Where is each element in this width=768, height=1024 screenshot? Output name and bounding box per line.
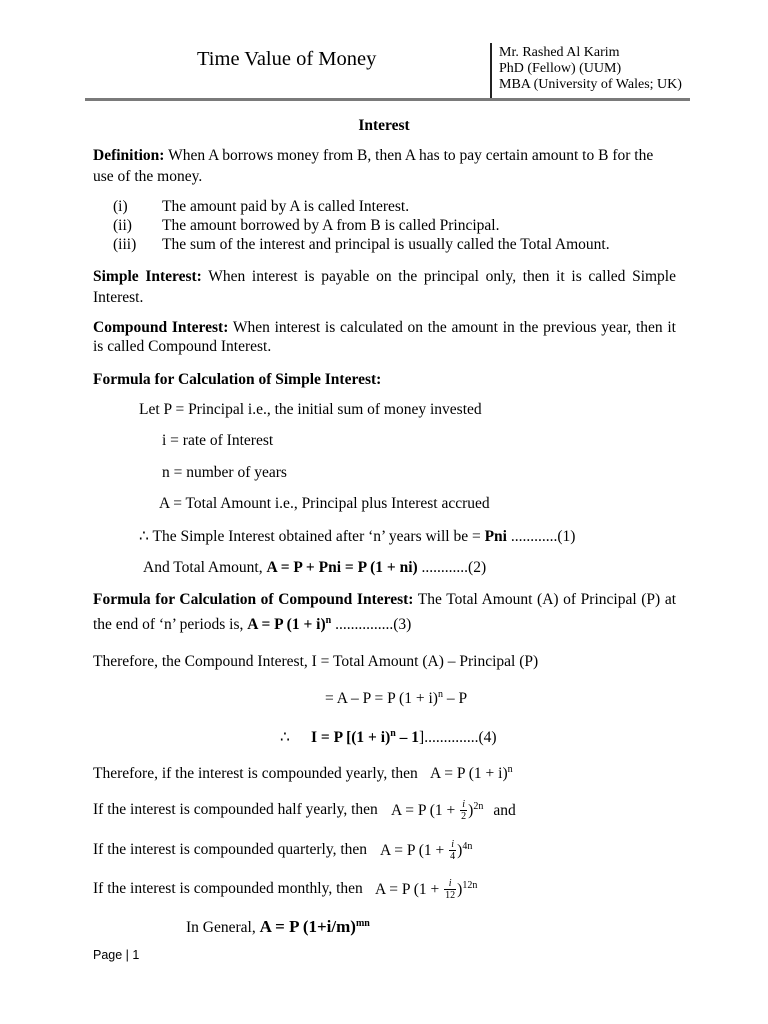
- compound-interest-text: When interest is calculated on the amount in the previous year, then it: [228, 319, 676, 336]
- equation-formula: A = P (1+i/m): [259, 917, 356, 936]
- list-item-number: (iii): [113, 236, 137, 253]
- equation-reference: ............(1): [507, 528, 576, 545]
- compound-formula-text: The Total Amount (A) of Principal (P) at: [413, 591, 677, 608]
- page-number: Page | 1: [93, 948, 140, 962]
- fraction-denominator: 4: [450, 851, 456, 862]
- compound-formula-heading: Formula for Calculation of Compound Interest:: [93, 591, 414, 608]
- equation-formula: Pni: [484, 528, 507, 545]
- fraction: [449, 839, 456, 862]
- equation-reference: ...............(3): [331, 616, 412, 633]
- equation-formula: A = P (1 +: [380, 842, 445, 860]
- equation-text: The Simple Interest obtained after ‘n’ years will be =: [148, 528, 485, 545]
- equation-exponent: n: [390, 728, 396, 739]
- general-formula-label: In General,: [186, 919, 260, 936]
- fraction: [460, 799, 467, 822]
- compound-interest-label: Compound Interest:: [93, 319, 229, 336]
- equation-exponent: 12n: [462, 880, 478, 892]
- equation-tail: – P: [442, 690, 468, 707]
- compound-interest-definition: Therefore, the Compound Interest, I = Total Amount (A) – Principal (P): [93, 653, 539, 670]
- compounding-half-yearly-formula: [391, 800, 516, 823]
- equation-exponent: 2n: [473, 801, 484, 813]
- list-item-number: (i): [113, 198, 128, 215]
- general-formula: [186, 917, 370, 938]
- compounding-monthly-text: If the interest is compounded monthly, then: [93, 880, 363, 897]
- equation-close-paren: ): [468, 802, 474, 820]
- author-degree-phd: PhD (Fellow) (UUM): [499, 61, 622, 76]
- equation-tail: – 1: [395, 729, 420, 746]
- compounding-half-yearly-text: If the interest is compounded half yearly, then: [93, 801, 378, 818]
- equation-formula: I = P [(1 + i): [311, 729, 391, 746]
- equation-reference: ............(2): [417, 559, 487, 576]
- document-title: Time Value of Money: [197, 48, 377, 70]
- fraction-numerator: i: [460, 799, 467, 811]
- list-item: The amount borrowed by A from B is called Principal.: [162, 217, 500, 234]
- total-amount-equation: [143, 558, 486, 578]
- compounding-quarterly-formula: [380, 840, 472, 863]
- compounding-quarterly-text: If the interest is compounded quarterly, then: [93, 841, 368, 858]
- compound-interest-expansion: [325, 689, 467, 709]
- section-heading: Interest: [358, 117, 410, 134]
- compound-formula-text: the end of ‘n’ periods is,: [93, 616, 248, 633]
- rate-definition: i = rate of Interest: [162, 432, 274, 449]
- equation-reference: ..............(4): [424, 729, 497, 746]
- equation-formula: A = P + Pni = P (1 + ni): [266, 559, 418, 576]
- fraction-denominator: 2: [461, 811, 467, 822]
- equation-formula: A = P (1 +: [391, 802, 456, 820]
- author-name: Mr. Rashed Al Karim: [499, 45, 620, 60]
- compounding-monthly-formula: [375, 879, 477, 902]
- equation-exponent: n: [437, 689, 443, 700]
- list-item-number: (ii): [113, 217, 132, 234]
- header-rule: [85, 98, 690, 101]
- equation-formula: = A – P = P (1 + i): [325, 690, 438, 707]
- principal-definition: Let P = Principal i.e., the initial sum of money invested: [139, 401, 482, 418]
- equation-formula: A = P (1 + i): [430, 765, 508, 782]
- compounding-yearly-text: Therefore, if the interest is compounded yearly, then: [93, 765, 418, 782]
- simple-interest-equation: [139, 527, 575, 547]
- compound-interest-result: [311, 728, 497, 748]
- equation-suffix: and: [493, 802, 516, 820]
- definition-line-1: [93, 146, 653, 166]
- simple-interest-line-2: Interest.: [93, 289, 144, 306]
- compounding-yearly-formula: [430, 764, 513, 784]
- compound-interest-line-2: is called Compound Interest.: [93, 338, 272, 355]
- simple-interest-line-1: [93, 267, 676, 287]
- compound-formula-line-1: [93, 590, 676, 610]
- definition-line-2: use of the money.: [93, 168, 203, 185]
- fraction-denominator: 12: [445, 890, 456, 901]
- therefore-symbol: ∴: [280, 729, 290, 746]
- fraction-numerator: i: [444, 878, 456, 890]
- amount-definition: A = Total Amount i.e., Principal plus Interest accrued: [159, 495, 490, 512]
- simple-interest-label: Simple Interest:: [93, 268, 202, 285]
- simple-interest-text: When interest is payable on the principal only, then it is called Simple: [201, 268, 676, 285]
- equation-close-paren: ): [457, 842, 463, 860]
- author-degree-mba: MBA (University of Wales; UK): [499, 77, 682, 92]
- years-definition: n = number of years: [162, 464, 287, 481]
- fraction: [444, 878, 456, 901]
- equation-exponent: n: [507, 764, 513, 775]
- equation-exponent: n: [325, 615, 332, 626]
- equation-formula: A = P (1 +: [375, 881, 440, 899]
- simple-interest-formula-heading: Formula for Calculation of Simple Interest:: [93, 371, 382, 388]
- list-item: The amount paid by A is called Interest.: [162, 198, 410, 215]
- definition-text: When A borrows money from B, then A has to pay certain amount to B for the: [164, 147, 654, 164]
- equation-exponent: mn: [355, 918, 370, 929]
- compound-interest-line-1: [93, 318, 676, 338]
- compound-formula-line-2: [93, 615, 411, 635]
- equation-exponent: 4n: [462, 841, 473, 853]
- equation-close-bracket: ]: [419, 729, 425, 746]
- list-item: The sum of the interest and principal is usually called the Total Amount.: [162, 236, 610, 253]
- definition-label: Definition:: [93, 147, 165, 164]
- equation-close-paren: ): [457, 881, 463, 899]
- equation-text: And Total Amount,: [143, 559, 267, 576]
- fraction-numerator: i: [449, 839, 456, 851]
- header-vertical-divider: [490, 43, 492, 99]
- equation-formula: A = P (1 + i): [247, 616, 326, 633]
- therefore-symbol: ∴: [139, 528, 149, 545]
